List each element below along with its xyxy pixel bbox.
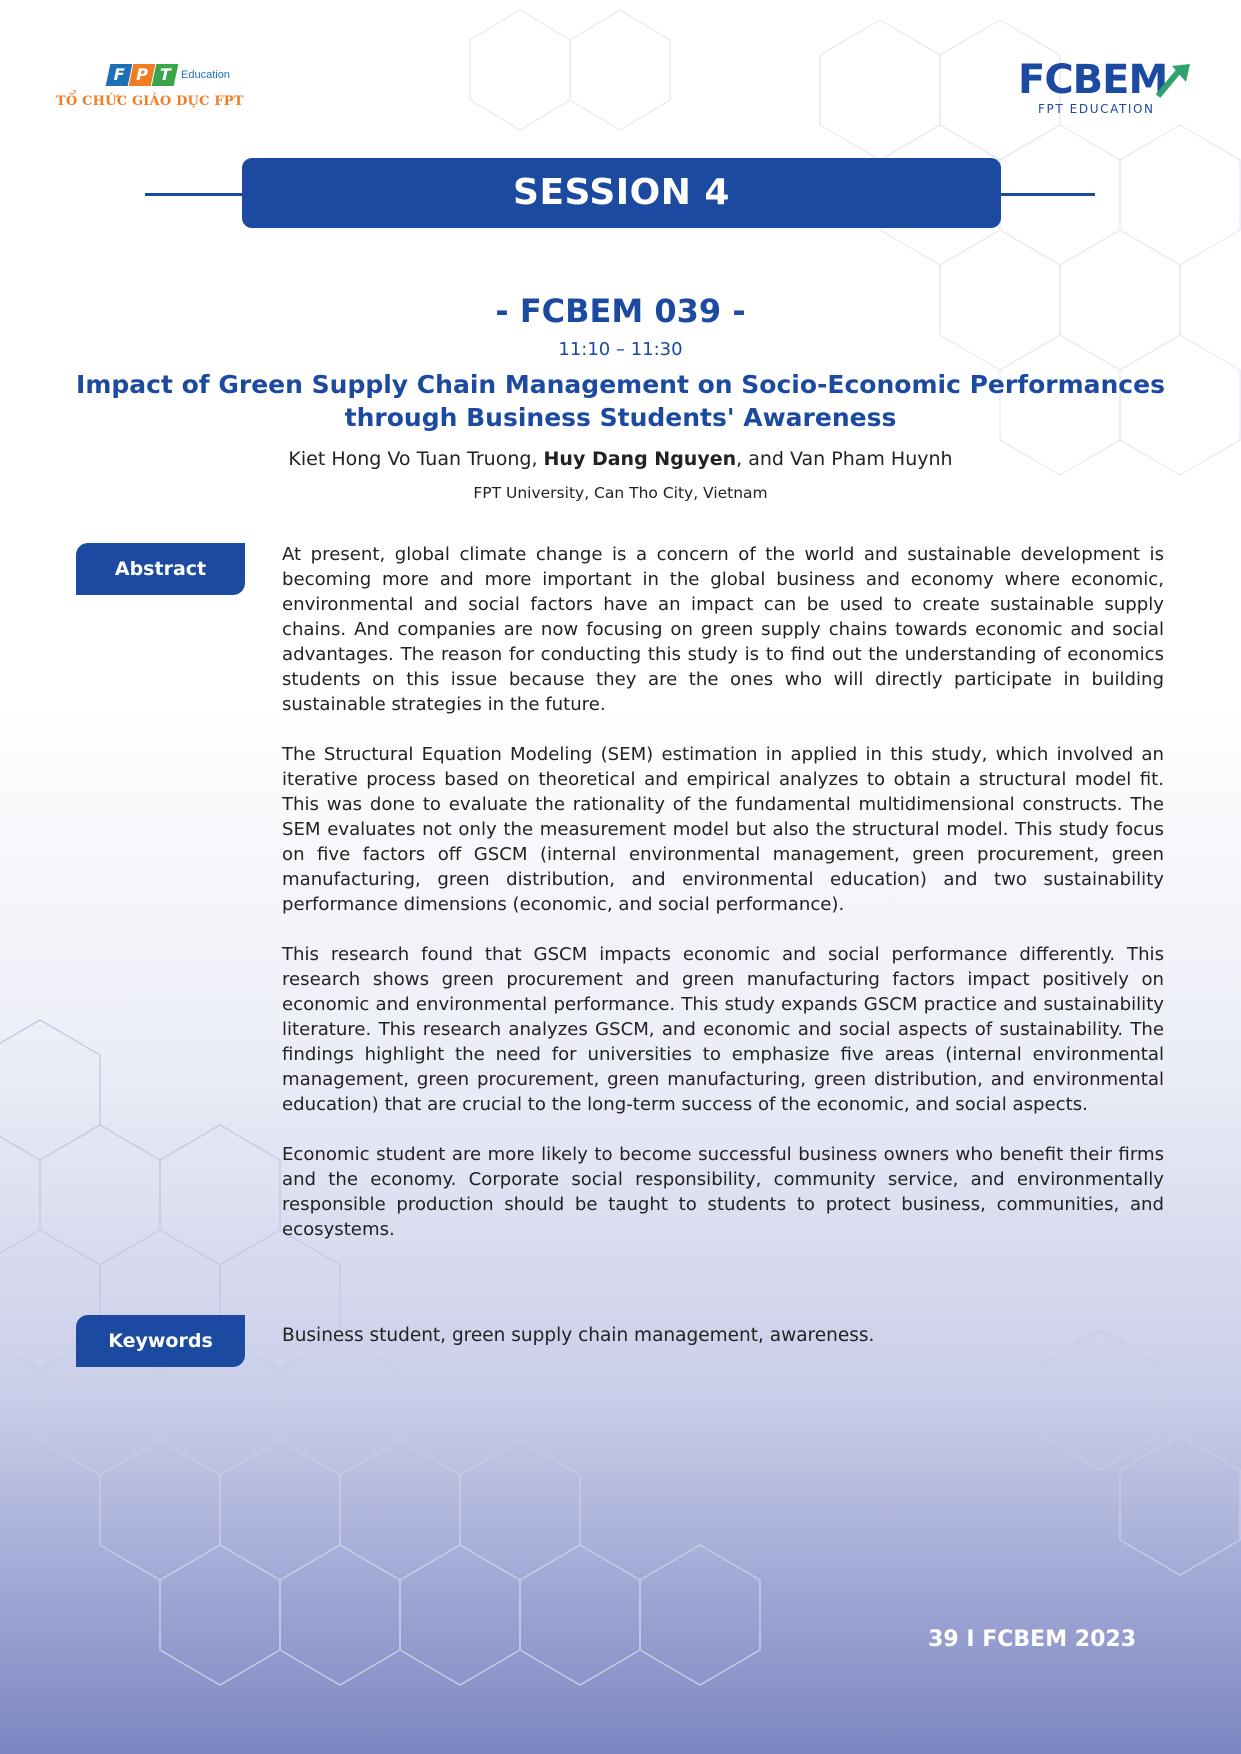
session-time: 11:10 – 11:30: [558, 339, 683, 360]
session-rule-left: [145, 193, 245, 196]
session-banner: SESSION 4: [242, 158, 1001, 228]
abstract-paragraph: This research found that GSCM impacts economic and social performance differently. This research shows green procurement and green manufacturing factors impact positively on economic and environmental performance. This study expands GSCM practice and sustainability literature. This research analyzes GSCM, and economic and social aspects of sustainability. The findings highlight the need for universities to emphasize five areas (internal environmental management, green procurement, green manufacturing, green distribution, and environmental education) that are crucial to the long-term success of the economic, and social aspects.: [282, 944, 1164, 1115]
fpt-letter-t: T: [152, 64, 179, 86]
authors-after: , and Van Pham Huynh: [736, 448, 953, 470]
fpt-letter-f: F: [106, 64, 133, 86]
presenting-author: Huy Dang Nguyen: [543, 448, 737, 470]
fcbem-wordmark: FCBEM: [1018, 57, 1168, 103]
abstract-label: Abstract: [76, 543, 245, 595]
abstract-paragraph: At present, global climate change is a concern of the world and sustainable development is becoming more and more important in the global business and economy where economic, environmental and social factors have an impact can be used to create sustainable supply chains. And companies are now focusing on green supply chains towards economic and social advantages. The reason for conducting this study is to find out the understanding of economics students on this issue because they are the ones who will directly participate in building sustainable strategies in the future.: [282, 544, 1164, 715]
page-number: 39 I FCBEM 2023: [928, 1627, 1136, 1652]
keywords-label: Keywords: [76, 1315, 245, 1367]
fcbem-arrow-icon: [1156, 62, 1200, 100]
abstract-paragraph: The Structural Equation Modeling (SEM) estimation in applied in this study, which involved an iterative process based on theoretical and empirical analyzes to obtain a structural model fit. This was done to evaluate the rationality of the fundamental multidimensional constructs. The SEM evaluates not only the measurement model but also the structural model. This study focus on five factors off GSCM (internal environmental management, green procurement, green manufacturing, green distribution, and environmental education) and two sustainability performance dimensions (economic, and social performance).: [282, 744, 1164, 915]
paper-authors: [0, 448, 1241, 470]
author-affiliation: FPT University, Can Tho City, Vietnam: [473, 484, 768, 502]
fcbem-logo: [1018, 57, 1188, 126]
paper-title-line-2: through Business Students' Awareness: [344, 403, 897, 432]
fpt-education-logo: [56, 64, 266, 126]
session-rule-right: [998, 193, 1095, 196]
paper-code: - FCBEM 039 -: [495, 292, 746, 330]
abstract-body: [282, 542, 1164, 1267]
authors-before: Kiet Hong Vo Tuan Truong,: [288, 448, 544, 470]
fpt-organization-name: TỔ CHỨC GIÁO DỤC FPT: [56, 94, 244, 109]
paper-title: [60, 368, 1181, 434]
abstract-paragraph: Economic student are more likely to become successful business owners who benefit their firms and the economy. Corporate social responsibility, community service, and environmentally responsible production should be taught to students to protect business, communities, and ecosystems.: [282, 1144, 1164, 1240]
fpt-letter-p: P: [129, 64, 156, 86]
keywords-text: Business student, green supply chain management, awareness.: [282, 1325, 875, 1346]
paper-title-line-1: Impact of Green Supply Chain Management on Socio-Economic Performances: [76, 370, 1165, 399]
fcbem-subtitle: FPT EDUCATION: [1038, 102, 1155, 116]
fpt-education-label: Education: [181, 69, 230, 81]
